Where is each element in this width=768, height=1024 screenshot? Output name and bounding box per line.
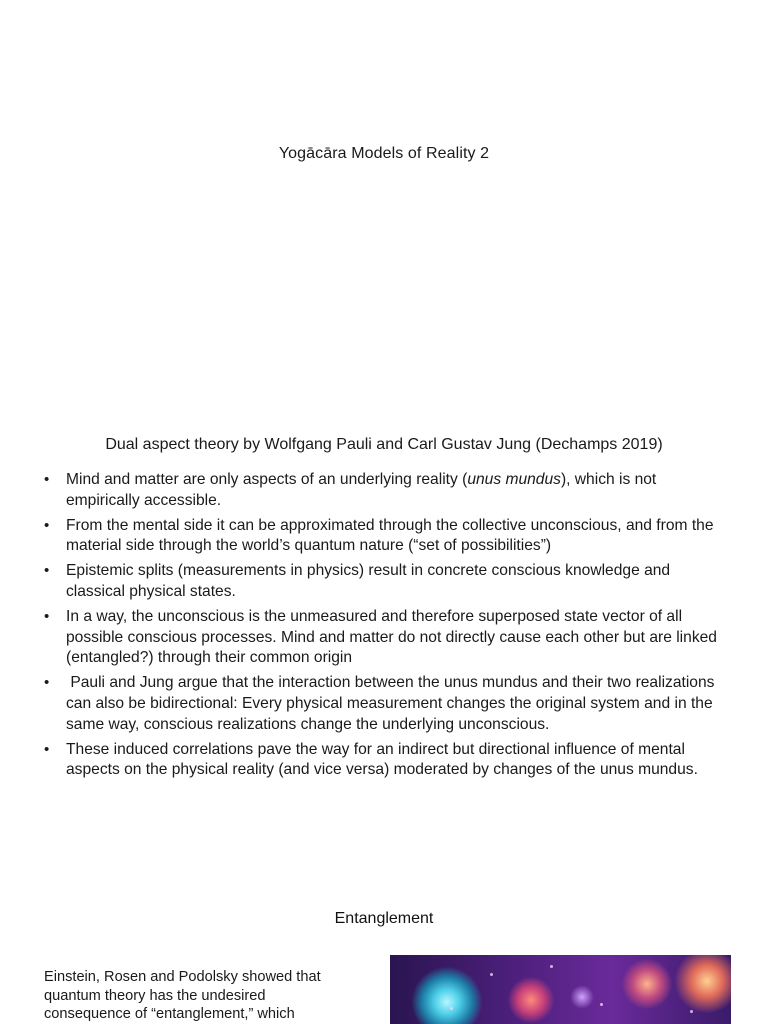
list-item bbox=[40, 740, 732, 781]
orb-shape bbox=[675, 955, 731, 1013]
list-item bbox=[40, 516, 732, 557]
bullet-list bbox=[40, 470, 732, 785]
page-title: Yogācāra Models of Reality 2 bbox=[278, 145, 490, 162]
list-item-text: These induced correlations pave the way for an indirect but directional influence of mental aspects on the physical reality (and vice versa) moderated by changes of the unus mundus. bbox=[66, 740, 698, 779]
quantum-orbs-illustration bbox=[390, 955, 731, 1024]
sparkle-dot bbox=[450, 1007, 453, 1010]
list-item-text: Epistemic splits (measurements in physics) result in concrete conscious knowledge and classical physical states. bbox=[66, 562, 671, 600]
orb-shape bbox=[622, 959, 672, 1009]
orb-shape bbox=[412, 967, 482, 1024]
list-item-text: In a way, the unconscious is the unmeasured and therefore superposed state vector of all possible conscious processes. Mind and matter do not directly cause each other but are linked (entangled?) through their common origin bbox=[66, 608, 717, 667]
list-item-text: From the mental side it can be approximated through the collective unconscious, and from the material side through the world’s quantum nature (“set of possibilities”) bbox=[66, 516, 714, 555]
bullet-marker: • bbox=[44, 740, 50, 758]
section-subtitle: Dual aspect theory by Wolfgang Pauli and Carl Gustav Jung (Dechamps 2019) bbox=[105, 436, 663, 453]
bullet-marker: • bbox=[44, 608, 50, 626]
sparkle-dot bbox=[690, 1010, 693, 1013]
bullet-marker: • bbox=[44, 516, 50, 534]
list-item bbox=[40, 470, 732, 511]
bullet-marker: • bbox=[44, 471, 50, 488]
list-item-text: Pauli and Jung argue that the interaction between the unus mundus and their two realizations can also be bidirectional: Every physical measurement changes the original system and in the same way, conscious realizations change the underlying unconscious. bbox=[66, 674, 719, 733]
sparkle-dot bbox=[550, 965, 553, 968]
orb-shape bbox=[508, 977, 554, 1023]
list-item bbox=[40, 607, 732, 669]
sparkle-dot bbox=[490, 973, 493, 976]
list-item bbox=[40, 673, 732, 735]
body-paragraph: Einstein, Rosen and Podolsky showed that quantum theory has the undesired consequence of “entanglement,” which bbox=[44, 969, 321, 1023]
list-item-text: ), which is not empirically accessible. bbox=[66, 471, 657, 509]
bullet-marker: • bbox=[44, 562, 50, 580]
sparkle-dot bbox=[600, 1003, 603, 1006]
list-item bbox=[40, 561, 732, 602]
orb-shape bbox=[570, 985, 594, 1009]
list-item-text: Mind and matter are only aspects of an underlying reality ( bbox=[66, 471, 468, 488]
bullet-marker: • bbox=[44, 674, 50, 692]
section-heading: Entanglement bbox=[334, 910, 434, 927]
list-item-italic-text: unus mundus bbox=[467, 471, 561, 488]
